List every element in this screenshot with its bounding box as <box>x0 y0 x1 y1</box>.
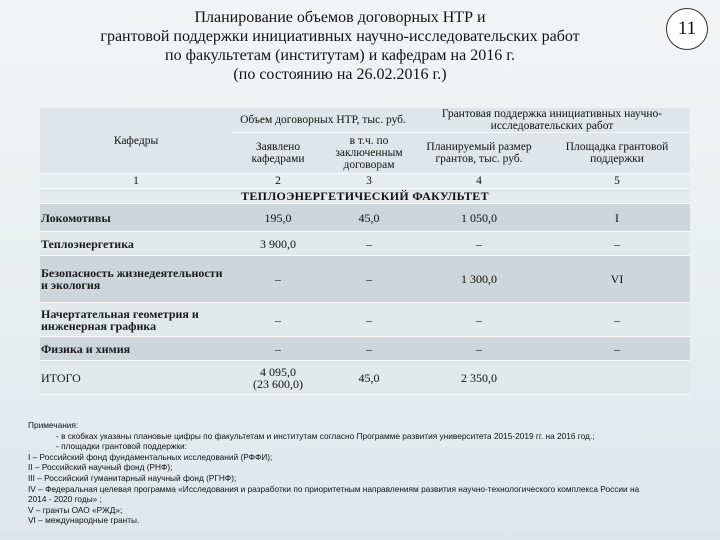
total-declared-line-2: (23 600,0) <box>253 376 303 391</box>
total-label: ИТОГО <box>40 361 232 395</box>
platform-value: – <box>544 303 690 337</box>
planned-value: – <box>414 337 544 361</box>
planning-table-container <box>40 108 690 395</box>
dept-name: Физика и химия <box>40 337 232 361</box>
table-row <box>40 256 690 303</box>
dept-name: Локомотивы <box>40 204 232 232</box>
total-row <box>40 361 690 395</box>
note-line: II – Российский научный фонд (РНФ); <box>28 462 173 473</box>
header-row-1 <box>40 108 690 133</box>
notes-heading: Примечания: <box>28 420 79 430</box>
table-row <box>40 204 690 232</box>
dept-name: Теплоэнергетика <box>40 232 232 256</box>
note-line: III – Российский гуманитарный научный фонд (РГНФ); <box>28 472 237 483</box>
note-line: - площадки грантовой поддержки: <box>56 441 187 452</box>
concluded-value: – <box>324 232 414 256</box>
concluded-value: – <box>324 337 414 361</box>
table-row <box>40 337 690 361</box>
declared-value: 3 900,0 <box>232 232 324 256</box>
total-planned: 2 350,0 <box>414 361 544 395</box>
declared-value: – <box>232 337 324 361</box>
header-concluded: в т.ч. по заключенным договорам <box>324 133 414 174</box>
note-line: V – гранты ОАО «РЖД»; <box>28 504 123 515</box>
total-concluded: 45,0 <box>324 361 414 395</box>
declared-value: – <box>232 303 324 337</box>
note-line: I – Российский фонд фундаментальных исследований (РФФИ); <box>28 451 273 462</box>
notes-block <box>28 420 708 526</box>
planning-table <box>40 108 690 395</box>
planned-value: – <box>414 303 544 337</box>
header-departments: Кафедры <box>40 108 232 174</box>
column-number-row <box>40 174 690 189</box>
platform-value: I <box>544 204 690 232</box>
table-row <box>40 303 690 337</box>
column-number-2: 2 <box>232 174 324 189</box>
header-declared: Заявлено кафедрами <box>232 133 324 174</box>
total-platform <box>544 361 690 395</box>
header-contract-group: Объем договорных НТР, тыс. руб. <box>232 108 414 133</box>
header-planned: Планируемый размер грантов, тыс. руб. <box>414 133 544 174</box>
note-line: 2014 - 2020 годы» ; <box>28 494 102 505</box>
planned-value: 1 050,0 <box>414 204 544 232</box>
column-number-5: 5 <box>544 174 690 189</box>
section-row <box>40 189 690 204</box>
table-row <box>40 232 690 256</box>
planned-value: – <box>414 232 544 256</box>
page-number: 11 <box>677 18 697 39</box>
concluded-value: 45,0 <box>324 204 414 232</box>
note-line: IV – Федеральная целевая программа «Исследования и разработки по приоритетным направлениям развития научно-технологического комплекса России на <box>28 483 640 494</box>
dept-name: Безопасность жизнедеятельности и экология <box>40 256 232 303</box>
title-line-2: грантовой поддержки инициативных научно-исследовательских работ <box>100 28 580 45</box>
declared-value: – <box>232 256 324 303</box>
slide-title <box>60 8 620 84</box>
column-number-4: 4 <box>414 174 544 189</box>
title-line-4: (по состоянию на 26.02.2016 г.) <box>233 66 447 83</box>
concluded-value: – <box>324 303 414 337</box>
column-number-3: 3 <box>324 174 414 189</box>
total-declared-line-1: 4 095,0 <box>260 364 296 379</box>
total-declared <box>232 361 324 395</box>
column-number-1: 1 <box>40 174 232 189</box>
note-line: VI – международные гранты. <box>28 515 140 526</box>
declared-value: 195,0 <box>232 204 324 232</box>
platform-value: VI <box>544 256 690 303</box>
planned-value: 1 300,0 <box>414 256 544 303</box>
concluded-value: – <box>324 256 414 303</box>
header-platform: Площадка грантовой поддержки <box>544 133 690 174</box>
header-grant-group: Грантовая поддержка инициативных научно-исследовательских работ <box>414 108 690 133</box>
page-number-badge <box>666 8 708 50</box>
platform-value: – <box>544 337 690 361</box>
dept-name: Начертательная геометрия и инженерная графика <box>40 303 232 337</box>
note-line: - в скобках указаны плановые цифры по факультетам и институтам согласно Программе развития университета 2015-2019 гг. на 2016 год.; <box>56 430 595 441</box>
platform-value: – <box>544 232 690 256</box>
title-line-3: по факультетам (институтам) и кафедрам на 2016 г. <box>165 47 515 64</box>
title-line-1: Планирование объемов договорных НТР и <box>194 9 486 26</box>
section-title: ТЕПЛОЭНЕРГЕТИЧЕСКИЙ ФАКУЛЬТЕТ <box>40 189 690 204</box>
